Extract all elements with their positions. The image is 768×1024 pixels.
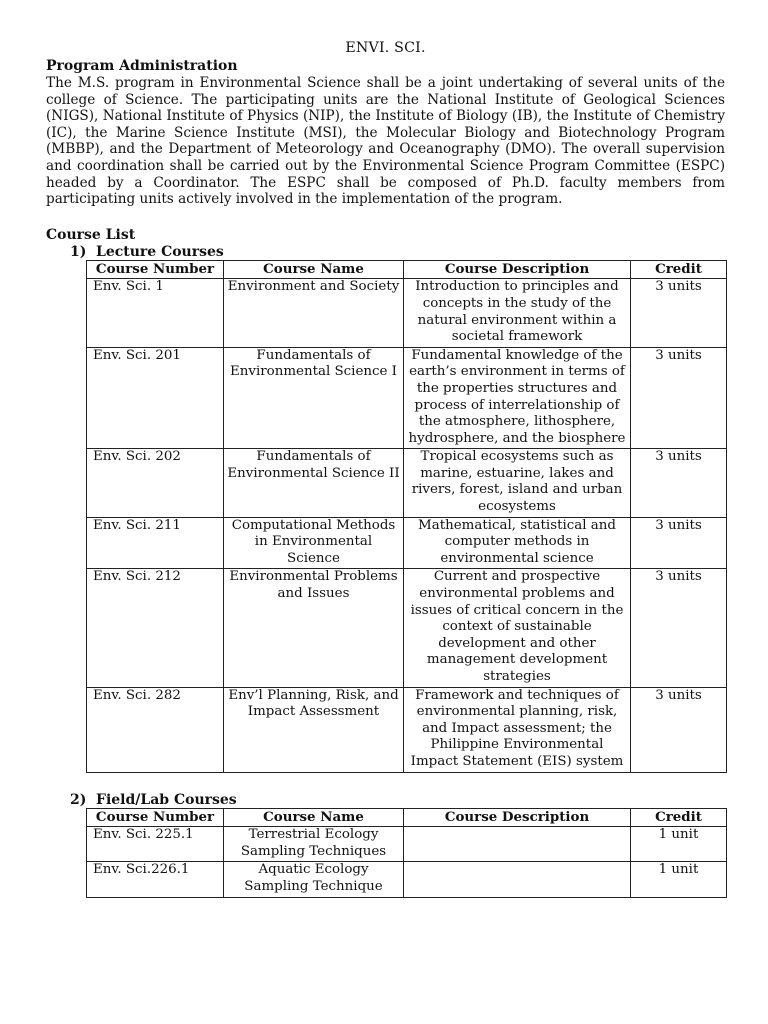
course-name-cell: Computational Methods in Environmental Science <box>224 517 404 569</box>
lecture-courses-heading <box>70 244 725 260</box>
course-number-cell: Env. Sci. 212 <box>87 569 224 687</box>
column-header-course-description: Course Description <box>404 808 631 827</box>
course-description-cell: Tropical ecosystems such as marine, estuarine, lakes and rivers, forest, island and urban ecosystems <box>404 449 631 517</box>
course-description-cell: Mathematical, statistical and computer methods in environmental science <box>404 517 631 569</box>
course-credit-cell: 3 units <box>631 569 727 687</box>
program-administration-heading: Program Administration <box>46 58 238 74</box>
column-header-credit: Credit <box>631 260 727 279</box>
table-row <box>87 347 727 449</box>
course-description-cell: Current and prospective environmental problems and issues of critical concern in the context of sustainable development and other management development strategies <box>404 569 631 687</box>
course-description-cell <box>404 862 631 897</box>
course-name-cell: Env’l Planning, Risk, and Impact Assessment <box>224 687 404 772</box>
course-number-cell: Env. Sci. 211 <box>87 517 224 569</box>
course-description-cell: Introduction to principles and concepts in the study of the natural environment within a societal framework <box>404 279 631 347</box>
course-number-cell: Env. Sci. 202 <box>87 449 224 517</box>
course-name-cell: Fundamentals of Environmental Science II <box>224 449 404 517</box>
table-header-row <box>87 260 727 279</box>
course-list-heading: Course List <box>46 226 136 243</box>
course-credit-cell: 3 units <box>631 347 727 449</box>
course-name-cell: Terrestrial Ecology Sampling Techniques <box>224 827 404 862</box>
column-header-course-name: Course Name <box>224 808 404 827</box>
course-name-cell: Aquatic Ecology Sampling Technique <box>224 862 404 897</box>
course-description-cell: Framework and techniques of environmental planning, risk, and Impact assessment; the Philippine Environmental Impact Statement (EIS) system <box>404 687 631 772</box>
course-credit-cell: 3 units <box>631 687 727 772</box>
column-header-course-name: Course Name <box>224 260 404 279</box>
course-credit-cell: 1 unit <box>631 827 727 862</box>
course-number-cell: Env. Sci. 225.1 <box>87 827 224 862</box>
table-row <box>87 862 727 897</box>
lecture-courses-table <box>86 260 727 773</box>
course-name-cell: Environment and Society <box>224 279 404 347</box>
field-lab-courses-number: 2) <box>70 791 87 808</box>
table-row <box>87 517 727 569</box>
column-header-credit: Credit <box>631 808 727 827</box>
course-name-cell: Environmental Problems and Issues <box>224 569 404 687</box>
course-description-cell: Fundamental knowledge of the earth’s environment in terms of the properties structures and process of interrelationship of the atmosphere, lithosphere, hydrosphere, and the biosphere <box>404 347 631 449</box>
course-credit-cell: 3 units <box>631 449 727 517</box>
course-name-cell: Fundamentals of Environmental Science I <box>224 347 404 449</box>
course-credit-cell: 3 units <box>631 517 727 569</box>
document-page <box>46 40 725 898</box>
field-lab-courses-title: Field/Lab Courses <box>96 791 237 808</box>
field-lab-courses-table <box>86 808 727 898</box>
course-number-cell: Env. Sci.226.1 <box>87 862 224 897</box>
table-row <box>87 827 727 862</box>
document-title: ENVI. SCI. <box>345 40 426 56</box>
course-description-cell <box>404 827 631 862</box>
lecture-courses-number: 1) <box>70 243 87 260</box>
table-header-row <box>87 808 727 827</box>
table-row <box>87 449 727 517</box>
lecture-courses-title: Lecture Courses <box>96 243 224 260</box>
column-header-course-number: Course Number <box>87 260 224 279</box>
table-row <box>87 569 727 687</box>
field-lab-courses-heading <box>70 792 725 808</box>
course-number-cell: Env. Sci. 1 <box>87 279 224 347</box>
table-row <box>87 687 727 772</box>
course-number-cell: Env. Sci. 282 <box>87 687 224 772</box>
column-header-course-number: Course Number <box>87 808 224 827</box>
course-number-cell: Env. Sci. 201 <box>87 347 224 449</box>
course-credit-cell: 3 units <box>631 279 727 347</box>
course-credit-cell: 1 unit <box>631 862 727 897</box>
table-row <box>87 279 727 347</box>
program-administration-text: The M.S. program in Environmental Science shall be a joint undertaking of several units of the college of Science. The participating units are the National Institute of Geological Sciences (NIGS), National Institute of Physics (NIP), the Institute of Biology (IB), the Institute of Chemistry (IC), the Marine Science Institute (MSI), the Molecular Biology and Biotechnology Program (MBBP), and the Department of Meteorology and Oceanography (DMO). The overall supervision and coordination shall be carried out by the Environmental Science Program Committee (ESPC) headed by a Coordinator. The ESPC shall be composed of Ph.D. faculty members from participating units actively involved in the implementation of the program. <box>46 75 725 208</box>
column-header-course-description: Course Description <box>404 260 631 279</box>
